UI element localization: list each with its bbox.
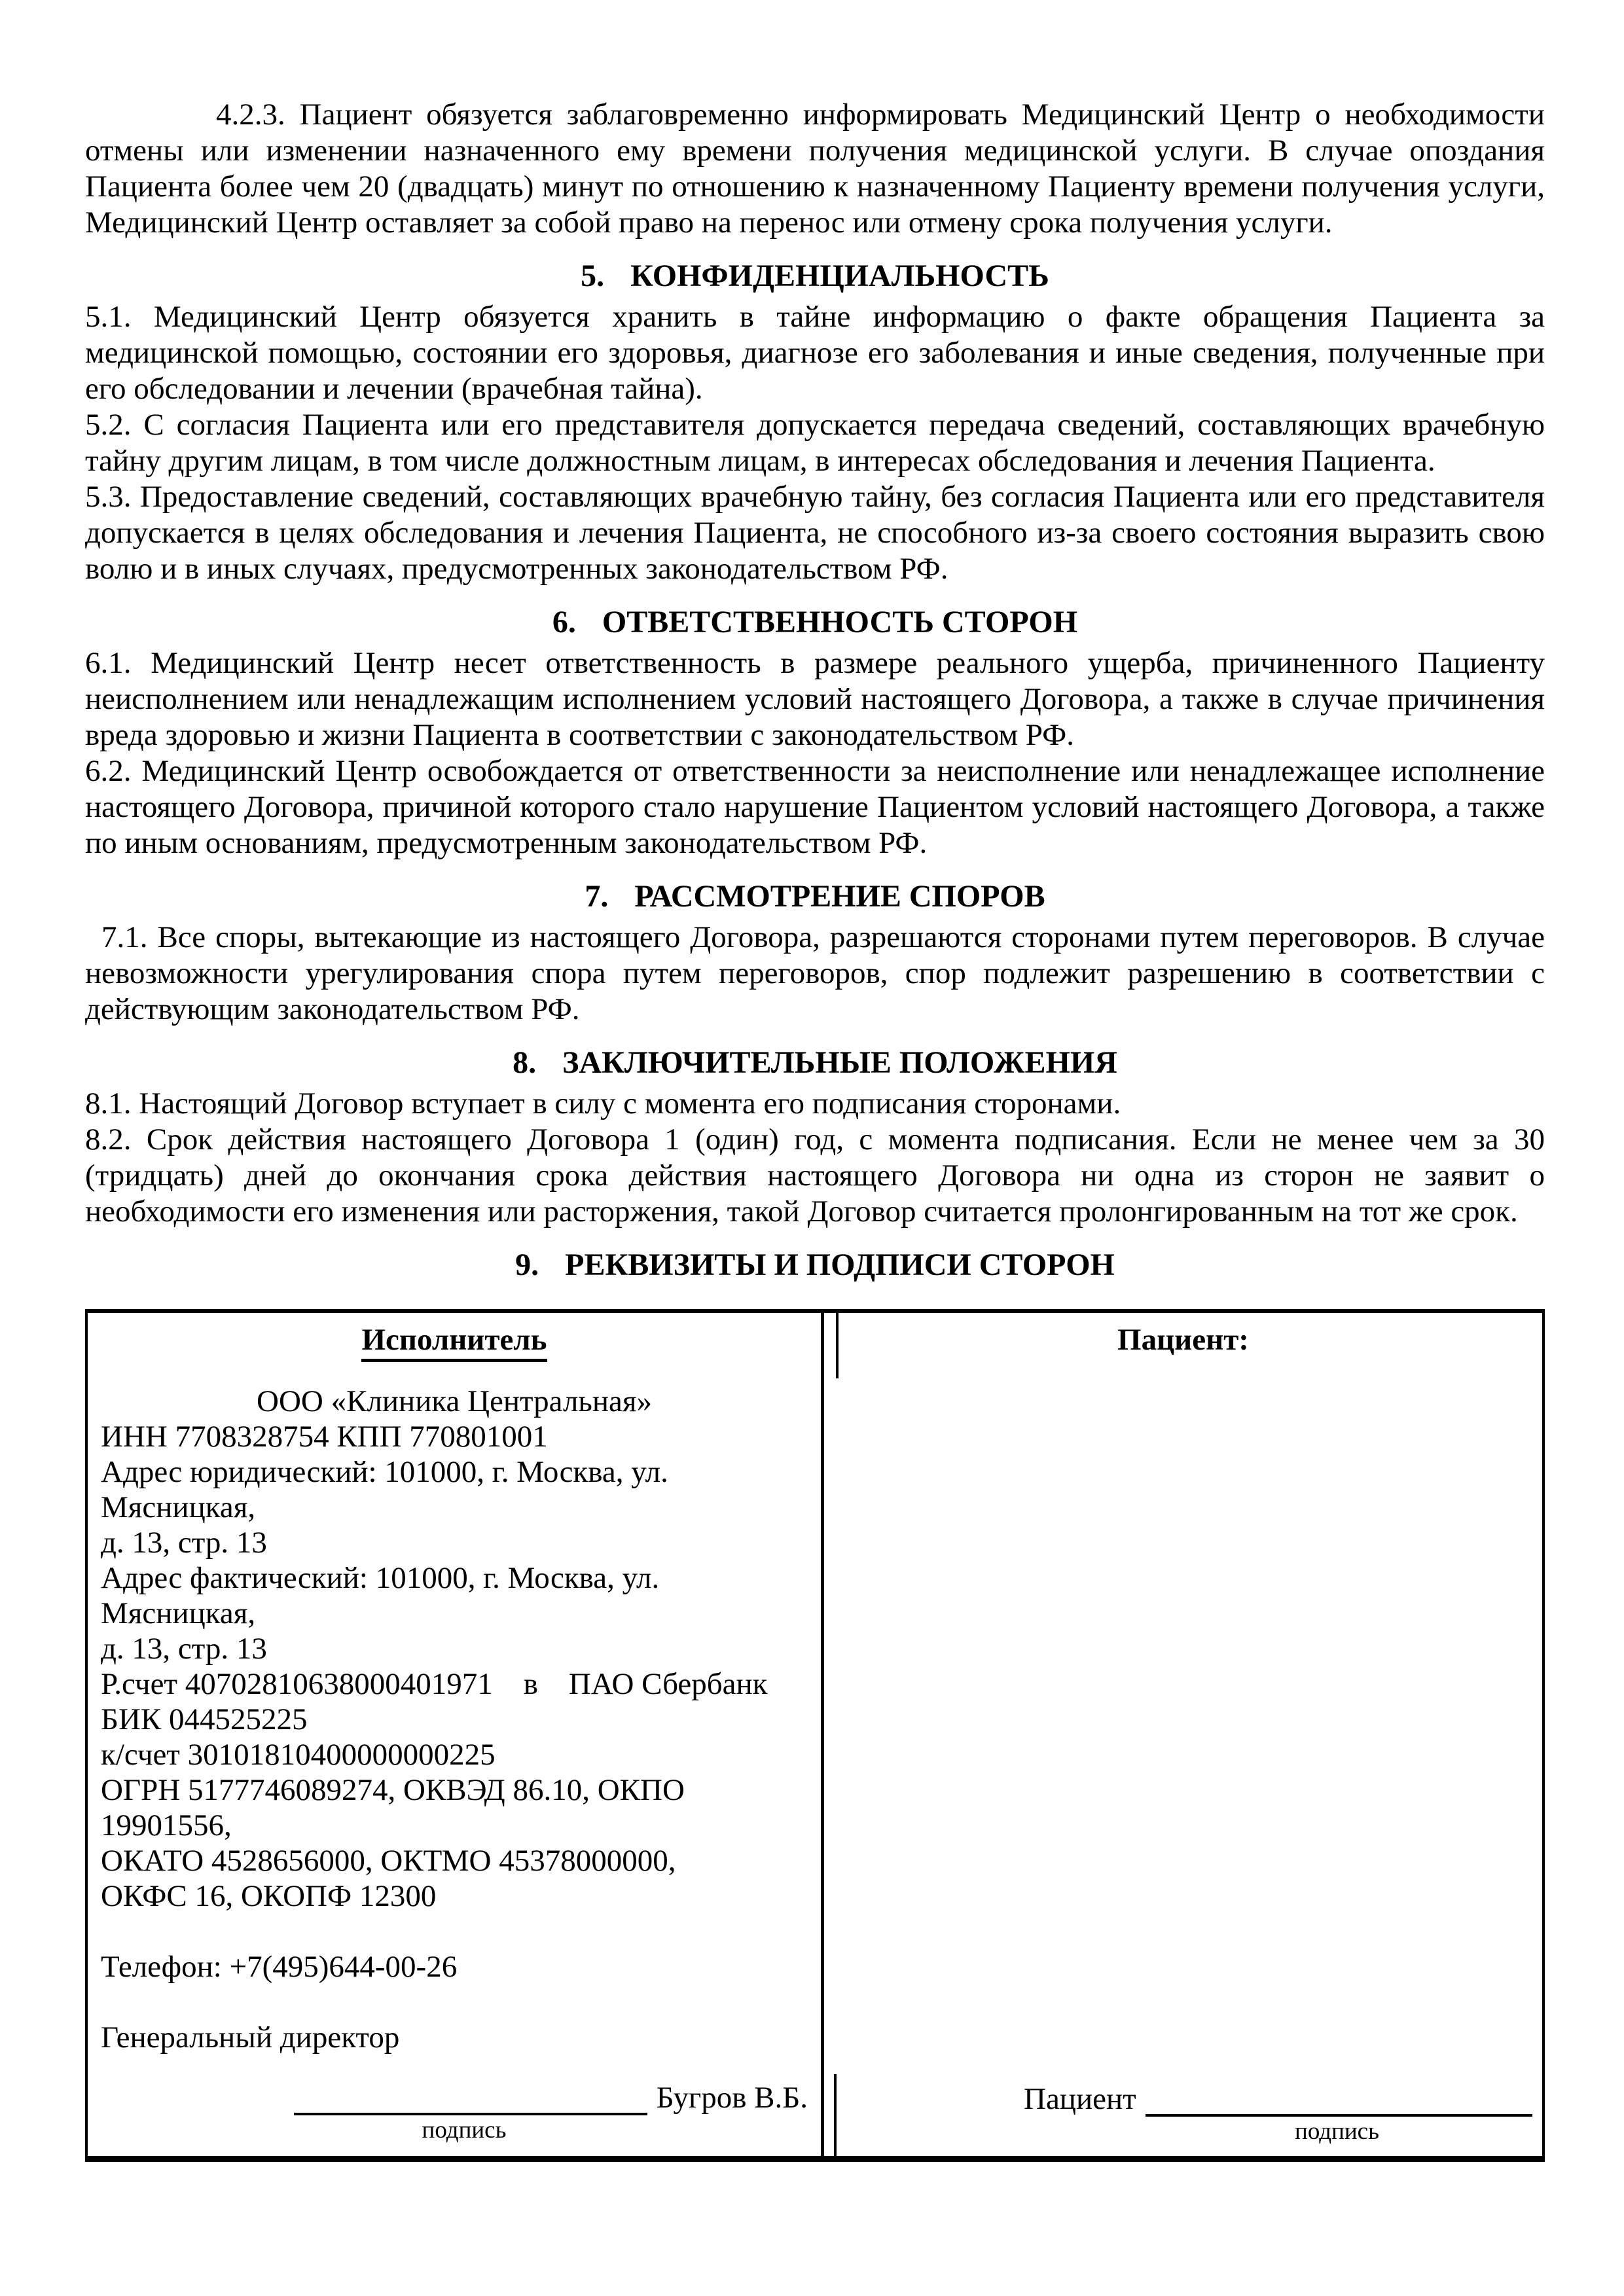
paragraph-8-2: 8.2. Срок действия настоящего Договора 1 (один) год, с момента подписания. Если не менее чем за 30 (тридцать) дней до окончания срока действия настоящего Договора ни одна из сторон не заявит о необходимости его изменения или расторжения, такой Договор считается пролонгированным на тот же срок. — [85, 1122, 1545, 1229]
executor-line-corr-account: к/счет 30101810400000000225 — [101, 1738, 496, 1772]
executor-line-inn: ИНН 7708328754 КПП 770801001 — [101, 1420, 548, 1454]
document-body — [85, 97, 1545, 2162]
executor-signature-caption: подпись — [422, 2117, 507, 2144]
section-5-heading — [85, 258, 1545, 294]
section-6-number: 6. — [552, 605, 576, 639]
patient-cell — [824, 1313, 1542, 2156]
patient-signature-row — [834, 2079, 1532, 2117]
section-8-heading — [85, 1045, 1545, 1081]
section-8-number: 8. — [513, 1045, 537, 1080]
executor-line-actual-address-2: д. 13, стр. 13 — [101, 1632, 267, 1666]
section-6-heading — [85, 604, 1545, 640]
executor-line-legal-address: Адрес юридический: 101000, г. Москва, ул. Мясницкая, — [101, 1455, 676, 1524]
section-9-title: РЕКВИЗИТЫ И ПОДПИСИ СТОРОН — [565, 1247, 1115, 1282]
section-5-title: КОНФИДЕНЦИАЛЬНОСТЬ — [630, 259, 1049, 293]
paragraph-5-3: 5.3. Предоставление сведений, составляющих врачебную тайну, без согласия Пациента или его представителя допускается в целях обследования и лечения Пациента, не способного из-за своего состояния выразить свою волю и в иных случаях, предусмотренных законодательством РФ. — [85, 480, 1545, 586]
executor-line-okfs: ОКФС 16, ОКОПФ 12300 — [101, 1879, 437, 1913]
executor-line-phone: Телефон: +7(495)644-00-26 — [101, 1950, 458, 1984]
section-9-number: 9. — [515, 1247, 539, 1282]
patient-header: Пациент: — [1117, 1323, 1249, 1357]
executor-signature-row — [101, 2077, 808, 2115]
executor-signature-name: Бугров В.Б. — [656, 2081, 808, 2115]
section-8-title: ЗАКЛЮЧИТЕЛЬНЫЕ ПОЛОЖЕНИЯ — [562, 1045, 1117, 1080]
clause-4-2-3: 4.2.3. Пациент обязуется заблаговременно информировать Медицинский Центр о необходимости отмены или изменении назначенного ему времени получения медицинской услуги. В случае опоздания Пациента более чем 20 (двадцать) минут по отношению к назначенному Пациенту времени получения услуги, Медицинский Центр оставляет за собой право на перенос или отмену срока получения услуги. — [85, 98, 1545, 240]
executor-line-okato: ОКАТО 4528656000, ОКТМО 45378000000, — [101, 1844, 676, 1878]
executor-line-blank-1 — [101, 1914, 808, 1949]
company-name: ООО «Клиника Центральная» — [257, 1384, 652, 1418]
patient-signature-label: Пациент — [1024, 2082, 1136, 2116]
executor-line-actual-address: Адрес фактический: 101000, г. Москва, ул. Мясницкая, — [101, 1561, 667, 1630]
executor-line-legal-address-2: д. 13, стр. 13 — [101, 1526, 267, 1560]
section-7-number: 7. — [585, 879, 609, 914]
paragraph-6-2: 6.2. Медицинский Центр освобождается от ответственности за неисполнение или ненадлежащее исполнение настоящего Договора, причиной которого стало нарушение Пациентом условий настоящего Договора, а также по иным основаниям, предусмотренным законодательством РФ. — [85, 754, 1545, 860]
executor-line-blank-2 — [101, 1984, 808, 2020]
executor-line-ogrn: ОГРН 5177746089274, ОКВЭД 86.10, ОКПО 19901556, — [101, 1773, 693, 1842]
paragraph-7-1: 7.1. Все споры, вытекающие из настоящего Договора, разрешаются сторонами путем переговоров. В случае невозможности урегулирования спора путем переговоров, спор подлежит разрешению в соответствии с действующим законодательством РФ. — [85, 920, 1545, 1026]
executor-header-label: Исполнитель — [361, 1323, 547, 1362]
executor-cell — [88, 1313, 824, 2156]
section-6-title: ОТВЕТСТВЕННОСТЬ СТОРОН — [602, 605, 1078, 639]
executor-signature-line — [294, 2075, 647, 2115]
paragraph-8-1: 8.1. Настоящий Договор вступает в силу с момента его подписания сторонами. — [85, 1086, 1121, 1121]
paragraph-6-1: 6.1. Медицинский Центр несет ответственность в размере реального ущерба, причиненного Пациенту неисполнением или ненадлежащим исполнением условий настоящего Договора, а также в случае причинения вреда здоровью и жизни Пациента в соответствии с законодательством РФ. — [85, 646, 1545, 752]
patient-signature-block — [834, 2079, 1532, 2147]
section-5-number: 5. — [581, 259, 605, 293]
paragraph-5-1: 5.1. Медицинский Центр обязуется хранить в тайне информацию о факте обращения Пациента за медицинской помощью, состоянии его здоровья, диагнозе его заболевания и иные сведения, полученные при его обследовании и лечении (врачебная тайна). — [85, 300, 1545, 406]
section-7-heading — [85, 878, 1545, 914]
section-9-heading — [85, 1247, 1545, 1283]
section-7-title: РАССМОТРЕНИЕ СПОРОВ — [634, 879, 1045, 914]
executor-line-director: Генеральный директор — [101, 2020, 400, 2054]
patient-signature-caption: подпись — [1295, 2118, 1379, 2145]
executor-header — [101, 1322, 808, 1357]
executor-line-bik: БИК 044525225 — [101, 1702, 308, 1736]
requisites-table — [85, 1309, 1545, 2162]
patient-signature-line — [1146, 2076, 1532, 2117]
executor-line-account: Р.счет 40702810638000401971 в ПАО Сбербанк — [101, 1667, 768, 1701]
paragraph-5-2: 5.2. С согласия Пациента или его представителя допускается передача сведений, составляющих врачебную тайну другим лицам, в том числе должностным лицам, в интересах обследования и лечения Пациента. — [85, 408, 1545, 478]
